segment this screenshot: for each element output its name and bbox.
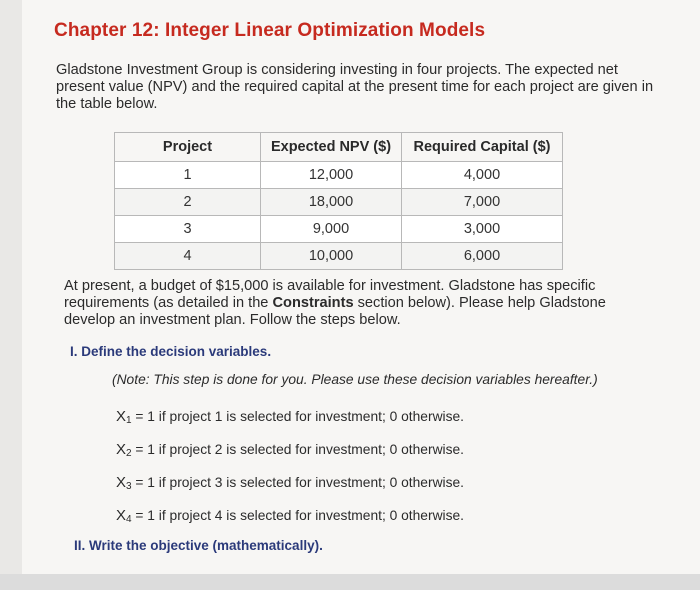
step-1-heading: I. Define the decision variables. [70,344,272,359]
document-page [22,0,700,590]
cell-npv: 10,000 [261,243,402,270]
cell-capital: 4,000 [402,162,563,189]
var-symbol: X [116,441,127,458]
var-definition: = 1 if project 4 is selected for investment; 0 otherwise. [131,508,465,523]
cell-project: 3 [115,216,261,243]
cell-capital: 7,000 [402,189,563,216]
table-row [115,216,563,243]
var-subscript: 2 [126,448,132,459]
var-symbol: X [116,507,127,524]
cell-capital: 3,000 [402,216,563,243]
table-header-row [115,133,563,162]
intro-paragraph: Gladstone Investment Group is considering investing in four projects. The expected net present value (NPV) and the required capital at the present time for each project are given in the table below. [56,62,654,112]
budget-text-after: section below). Please help Gladstone develop an investment plan. Follow the steps below. [64,295,606,328]
var-definition: = 1 if project 2 is selected for investment; 0 otherwise. [131,442,465,457]
header-capital: Required Capital ($) [402,133,563,162]
cell-npv: 9,000 [261,216,402,243]
decision-variable-3 [116,474,464,492]
var-subscript: 1 [126,415,132,426]
cell-capital: 6,000 [402,243,563,270]
decision-variable-2 [116,441,464,459]
chapter-title: Chapter 12: Integer Linear Optimization Models [54,20,486,41]
cell-npv: 12,000 [261,162,402,189]
header-npv: Expected NPV ($) [261,133,402,162]
step-1-note: (Note: This step is done for you. Please use these decision variables hereafter.) [112,372,598,387]
decision-variable-4 [116,507,464,525]
budget-text-before: At present, a budget of $15,000 is available for investment. Gladstone has specific requirements (as detailed in the [64,278,596,311]
cell-npv: 18,000 [261,189,402,216]
var-subscript: 4 [126,514,132,525]
projects-table [114,132,563,270]
cell-project: 1 [115,162,261,189]
table-row [115,189,563,216]
var-definition: = 1 if project 3 is selected for investment; 0 otherwise. [131,475,465,490]
bottom-edge [0,574,700,590]
budget-paragraph [64,278,624,329]
step-2-heading: II. Write the objective (mathematically). [74,538,323,553]
cell-project: 4 [115,243,261,270]
var-symbol: X [116,474,127,491]
table-row [115,162,563,189]
var-symbol: X [116,408,127,425]
cell-project: 2 [115,189,261,216]
constraints-emphasis: Constraints [272,295,354,311]
table-row [115,243,563,270]
decision-variable-1 [116,408,464,426]
var-subscript: 3 [126,481,132,492]
var-definition: = 1 if project 1 is selected for investment; 0 otherwise. [131,409,465,424]
header-project: Project [115,133,261,162]
